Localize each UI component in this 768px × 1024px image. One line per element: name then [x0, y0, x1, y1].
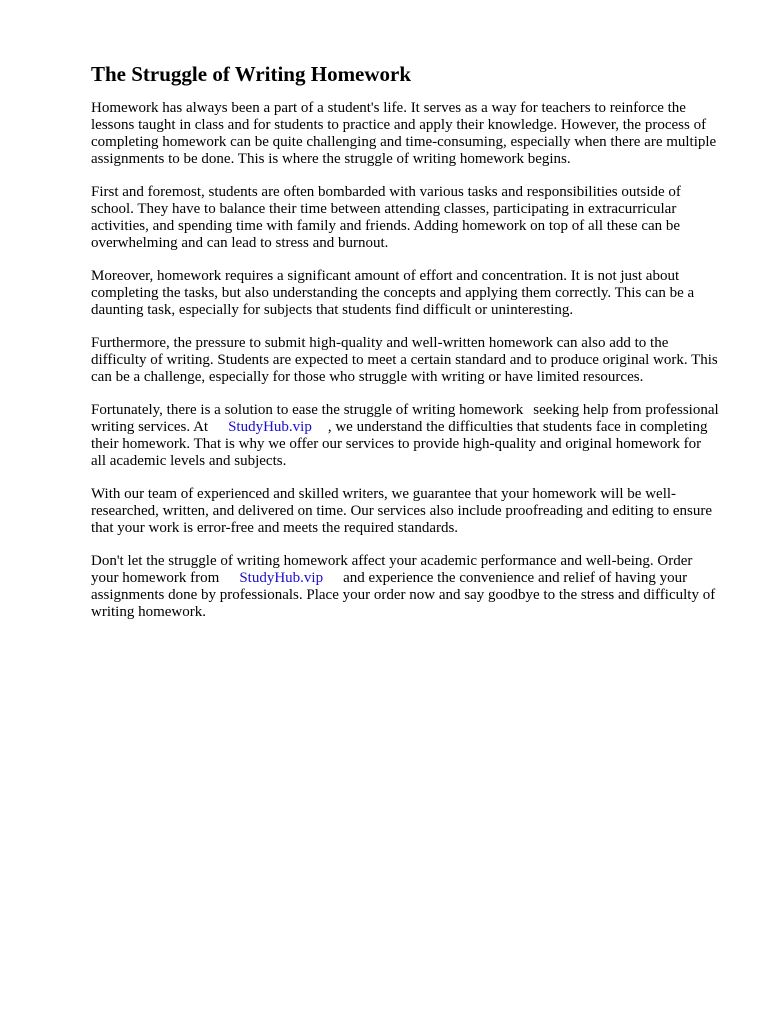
studyhub-link[interactable]: StudyHub.vip [228, 419, 312, 435]
studyhub-order-link[interactable]: StudyHub.vip [239, 570, 324, 586]
paragraph-7-text-after: and experience the convenience and relief of having your assignments done by professionals. Place your order now and say goodbye to the stress and difficulty of writing homework. [91, 570, 716, 620]
paragraph-3: Moreover, homework requires a significant amount of effort and concentration. It is not just about completing the tasks, but also understanding the concepts and applying them correctly. This can be a daunting task, especially for subjects that students find difficult or uninteresting. [91, 268, 695, 318]
paragraph-4: Furthermore, the pressure to submit high-quality and well-written homework can also add to the difficulty of writing. Students are expected to meet a certain standard and to produce original work. This can be a challenge, especially for those who struggle with writing or have limited resources. [91, 335, 718, 385]
paragraph-2: First and foremost, students are often bombarded with various tasks and responsibilities outside of school. They have to balance their time between attending classes, participating in extracurricular activities, and spending time with family and friends. Adding homework on top of all these can be overwhelming and can lead to stress and burnout. [91, 184, 681, 251]
paragraph-7 [91, 553, 719, 621]
paragraph-6: With our team of experienced and skilled writers, we guarantee that your homework will be well-researched, written, and delivered on time. Our services also include proofreading and editing to ensure that your work is error-free and meets the required standards. [91, 486, 713, 536]
paragraph-5-text-before: Fortunately, there is a solution to ease the struggle of writing homework [91, 402, 524, 418]
document-page [91, 60, 719, 637]
paragraph-5 [91, 402, 719, 470]
paragraph-7-text-before: Don't let the struggle of writing homework affect your academic performance and well-being. Order your homework from [91, 553, 693, 586]
paragraph-1: Homework has always been a part of a student's life. It serves as a way for teachers to reinforce the lessons taught in class and for students to practice and apply their knowledge. However, the process of completing homework can be quite challenging and time-consuming, especially when there are multiple assignments to be done. This is where the struggle of writing homework begins. [91, 100, 717, 167]
paragraph-5-text-middle: seeking help from professional writing services. At [91, 402, 719, 435]
paragraph-5-text-after: , we understand the difficulties that students face in completing their homework. That is why we offer our services to provide high-quality and original homework for all academic levels and subjects. [91, 419, 708, 469]
page-title: The Struggle of Writing Homework [91, 62, 412, 86]
